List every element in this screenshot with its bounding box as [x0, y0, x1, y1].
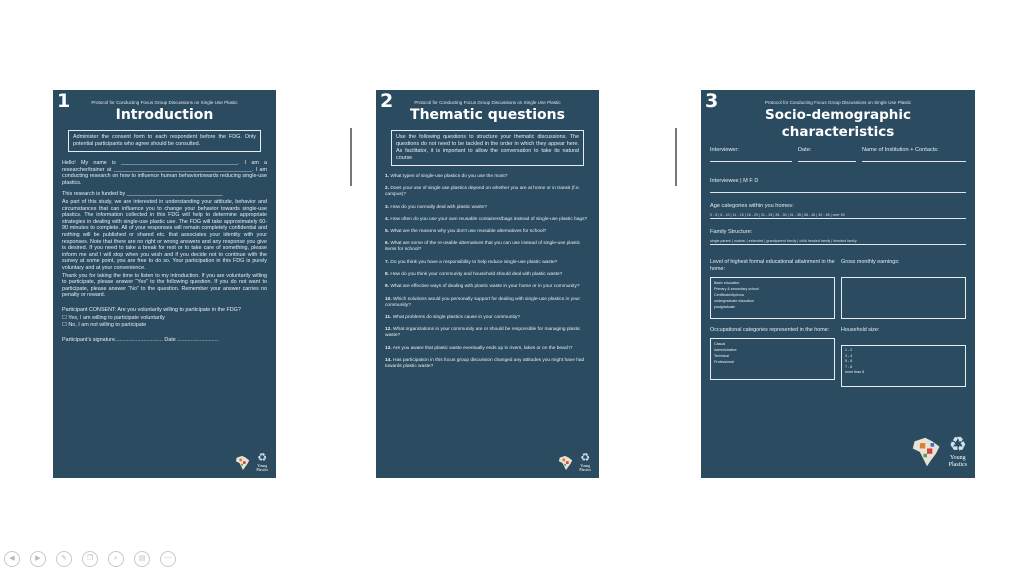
occupation-box[interactable] [710, 338, 835, 380]
logos [234, 453, 268, 472]
question-number: 11. [385, 314, 392, 320]
page-number: 1 [57, 90, 71, 112]
question-number: 3. [385, 204, 390, 210]
divider [675, 128, 677, 186]
question-item [385, 297, 590, 309]
question-item [385, 346, 590, 352]
page-title: Thematic questions [410, 107, 565, 123]
africa-map-icon [909, 436, 945, 468]
household-item: 3 - 4 [845, 353, 853, 358]
education-box[interactable] [710, 277, 835, 319]
young-plastics-logo [256, 453, 268, 472]
household-label: Household size: [841, 327, 880, 333]
interviewee-label: Interviewee | M F D [710, 178, 759, 184]
age-underline [710, 217, 966, 219]
earnings-box[interactable] [841, 277, 966, 319]
page-subtitle: Protocol for Conducting Focus Group Discussions on Single Use Plastic [91, 100, 238, 105]
logo-line1: Young [580, 464, 591, 468]
logos [557, 453, 591, 472]
question-item [385, 358, 590, 370]
page-subtitle: Protocol for Conducting Focus Group Discussions on Single Use Plastic [764, 100, 912, 105]
question-item [385, 229, 590, 235]
date-label: Date: [798, 147, 812, 153]
question-number: 2. [385, 186, 390, 192]
earnings-label: Gross monthly earnings: [841, 259, 900, 265]
occupation-item: Technical [714, 354, 729, 358]
question-item [385, 260, 590, 266]
family-values: single parent | nuclear | extended | grandparent family | child headed family | blended family [710, 239, 857, 243]
question-number: 12. [385, 327, 392, 333]
interviewer-row [710, 147, 966, 162]
page-thematic-questions [376, 90, 599, 478]
question-text: Has participation in this focus group discussion changed any attitudes you might have had towards plastic waste? [385, 357, 585, 369]
occupation-household [710, 327, 966, 387]
question-item [385, 205, 590, 211]
recycle-icon: ♻ [257, 452, 268, 464]
question-number: 13. [385, 345, 392, 351]
education-earnings [710, 259, 966, 319]
instruction-box: Administer the consent form to each respondent before the FDG. Only potential participants who agree should be consulted. [68, 130, 261, 152]
question-number: 4. [385, 216, 390, 222]
interviewer-label: Interviewer: [710, 147, 739, 153]
question-text: What organizations in your community are or should be responsible for managing plastic waste? [385, 327, 581, 339]
page-number: 2 [380, 90, 394, 112]
signature-line: Participant’s signature................................ Date ............................ [62, 336, 220, 343]
question-number: 8. [385, 272, 390, 278]
date-field[interactable] [798, 153, 856, 162]
page-socio-demographic [701, 90, 975, 478]
consent-question: Participant CONSENT: Are you voluntarily willing to participate in the FDG? [62, 306, 241, 313]
logo-line1: Young [257, 464, 268, 468]
question-text: What are the reasons why you don’t use reusable alternatives for school? [390, 229, 547, 235]
thanks-text: Thank you for taking the time to listen to my introduction. If you are voluntarily willing to participate, please answer “Yes” to the following question. If you do not want to participate, please answer “No” to the question. Remember your answer carries no penalty or reward. [62, 272, 267, 299]
education-item: undergraduate education [714, 299, 754, 303]
household-item: more than 8 [845, 370, 865, 374]
zoom-icon[interactable]: ⌕ [108, 551, 124, 567]
more-icon[interactable]: ⋯ [160, 551, 176, 567]
question-item [385, 315, 590, 321]
recycle-icon: ♻ [948, 434, 967, 456]
question-item [385, 272, 590, 278]
household-item: 5 - 6 [845, 359, 853, 363]
question-item [385, 174, 590, 180]
occupation-item: Administrative [714, 348, 737, 352]
viewer-controls [4, 551, 176, 567]
question-list [385, 174, 590, 370]
education-item: postgraduate [714, 305, 735, 309]
interviewee-field[interactable] [710, 184, 966, 193]
occupation-item: Professional [714, 360, 734, 364]
question-text: What types of single-use plastics do you use the most? [390, 174, 508, 179]
question-number: 10. [385, 296, 392, 302]
title-line2: characteristics [781, 124, 895, 140]
household-item: 7 - 8 [845, 364, 853, 369]
household-box[interactable] [841, 345, 966, 387]
institution-field[interactable] [862, 153, 966, 162]
next-icon[interactable]: ▶ [30, 551, 46, 567]
question-item [385, 284, 590, 290]
pages-icon[interactable]: ❐ [82, 551, 98, 567]
africa-map-icon [234, 455, 252, 471]
question-text: What problems do single plastics cause in your community? [392, 314, 520, 320]
occupation-label: Occupational categories represented in the home: [710, 327, 830, 333]
page-number: 3 [705, 90, 719, 112]
logo-line2: Plastics [579, 468, 591, 472]
logo-line2: Plastics [256, 468, 268, 472]
young-plastics-logo [949, 435, 967, 468]
education-item: Certificate/diploma [714, 293, 744, 297]
funded-text: This research is funded by ________________________________ [62, 191, 223, 198]
education-label: Level of highest formal educational attainment in the home: [710, 259, 835, 272]
logos [909, 435, 967, 468]
page-subtitle: Protocol for Conducting Focus Group Discussions on Single Use Plastic [414, 100, 561, 105]
question-text: How do you normally deal with plastic waste? [390, 204, 487, 210]
family-underline [710, 243, 966, 245]
family-label: Family Structure: [710, 229, 753, 235]
question-number: 1. [385, 174, 390, 179]
occupation-item: Casual [714, 342, 726, 346]
question-text: What are some of the re-usable alternatives that you can use instead of single-use plastic items for school? [385, 241, 581, 253]
question-item [385, 217, 590, 223]
question-text: What are effective ways of dealing with plastic waste in your home or in your community? [390, 284, 580, 290]
logo-line1: Young [949, 455, 966, 461]
body-text: As part of this study, we are interested in understanding your attitude, behavior and circumstances that can influence you to change your behavior towards single-use plastics. The information collected in this FDG will help to determine appropriate strategies in dealing with single-use plastic use. The FDG will take approximately 60-90 minutes to complete. All of your responses will remain completely confidential and nothing will be published or shared etc. that associates your identity with your responses. Note that there are no right or wrong answers and any response you give is desired. If you need to take a break for rest or to take care of something, please inform me and I will stop when you wish and if you decide not to continue with the survey at some point, you are free to do so. Your participation in this FDG is purely voluntary and at your convenience. [62, 198, 267, 271]
question-item [385, 186, 590, 198]
question-text: How do you think your community and household should deal with plastic waste? [390, 272, 563, 278]
recycle-icon: ♻ [580, 452, 591, 464]
page-introduction [53, 90, 276, 478]
interviewer-field[interactable] [710, 153, 792, 162]
question-text: Do you think you have a responsibility to help reduce single-use plastic waste? [390, 259, 558, 265]
question-number: 9. [385, 284, 390, 290]
logo-line2: Plastics [948, 461, 967, 468]
greeting-text: Hello! My name is _______________________________________. I am a researcher/trainer at ______________________________________________. I am conducting research on how to influence human behaviortowards reducing single-use plastics. [62, 160, 267, 186]
page-title [710, 107, 966, 141]
education-item: Primary & secondary school [714, 287, 759, 291]
question-text: How often do you use your own reusable containers/bags instead of single-use plastic bags? [390, 216, 588, 222]
education-item: Basic education [714, 281, 740, 285]
slides-icon[interactable]: ▤ [134, 551, 150, 567]
prev-icon[interactable]: ◀ [4, 551, 20, 567]
age-label: Age categories within you homes: [710, 203, 794, 209]
young-plastics-logo [579, 453, 591, 472]
question-text: Which solutions would you personally support for dealing with single-use plastics in your community? [385, 296, 580, 308]
question-number: 5. [385, 229, 390, 235]
pen-icon[interactable]: ✎ [56, 551, 72, 567]
household-item: 1 - 2 [845, 348, 853, 352]
africa-map-icon [557, 455, 575, 471]
question-text: Does your use of single use plastics depend on whether you are at home or in transit (f.e. campus)? [385, 186, 580, 198]
consent-yes: ☐ Yes, I am willing to participate voluntarily [62, 315, 165, 322]
question-number: 14. [385, 357, 392, 363]
title-line1: Socio-demographic [764, 107, 911, 123]
question-item [385, 327, 590, 339]
age-values: 0 - 5 | 6 - 10 | 11 - 15 | 16 - 20 | 21 - 25 | 26 - 30 | 31 - 35 | 36 - 40 | 40 - 45 | over 50 [710, 213, 845, 217]
question-item [385, 241, 590, 253]
instruction-box: Use the following questions to structure your thematic discussions. The questions do not need to be tackled in the order in which they appear here. As facilitator, it is important to allow the conversation to take its natural course [391, 130, 584, 166]
divider [350, 128, 352, 186]
institution-label: Name of Institution + Contacts: [862, 147, 939, 153]
consent-no: ☐ No, I am not willing to participate [62, 322, 147, 329]
page-title: Introduction [115, 107, 214, 123]
question-text: Are you aware that plastic waste eventually ends up in rivers, lakes or on the beach? [392, 345, 573, 351]
question-number: 6. [385, 241, 390, 247]
question-number: 7. [385, 259, 390, 265]
